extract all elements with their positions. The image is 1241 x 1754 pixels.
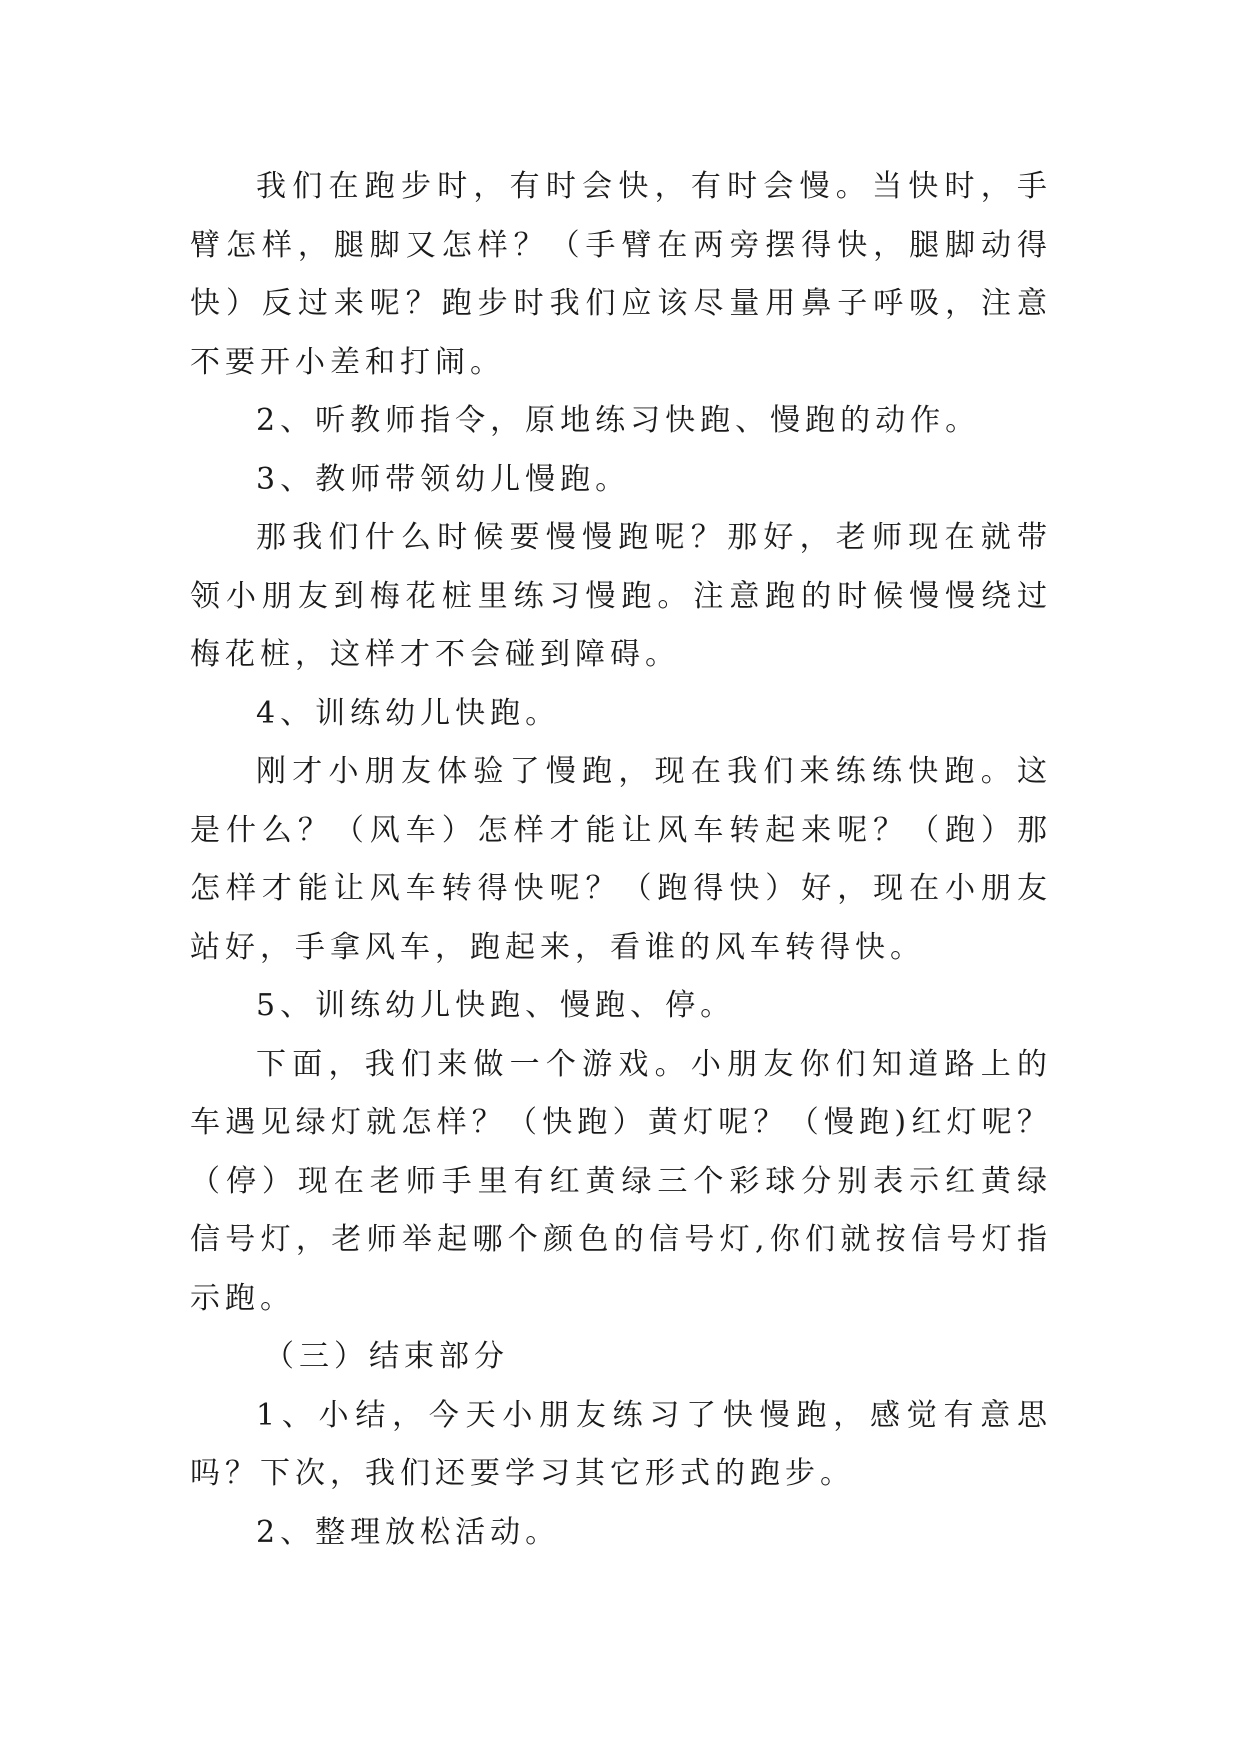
paragraph-step-3-slow-run: 3、教师带领幼儿慢跑。 <box>256 461 631 497</box>
paragraph-summary: 1、小结，今天小朋友练习了快慢跑，感觉有意思吗？下次，我们还要学习其它形式的跑步。 <box>190 1397 1052 1491</box>
document-body <box>190 158 1052 1562</box>
paragraph-traffic-light-game: 下面，我们来做一个游戏。小朋友你们知道路上的车遇见绿灯就怎样？（快跑）黄灯呢？（慢跑)红灯呢？（停）现在老师手里有红黄绿三个彩球分别表示红黄绿信号灯，老师举起哪个颜色的信号灯,你们就按信号灯指示跑。 <box>190 1046 1052 1316</box>
paragraph-cool-down: 2、整理放松活动。 <box>256 1514 561 1550</box>
paragraph-step-2-listen-instructions: 2、听教师指令，原地练习快跑、慢跑的动作。 <box>256 403 981 438</box>
paragraph-step-4-fast-run: 4、训练幼儿快跑。 <box>256 695 561 731</box>
paragraph-pinwheel-fast-run: 刚才小朋友体验了慢跑，现在我们来练练快跑。这是什么？（风车）怎样才能让风车转起来呢？（跑）那怎样才能让风车转得快呢？（跑得快）好，现在小朋友站好，手拿风车，跑起来，看谁的风车转得快。 <box>190 754 1052 965</box>
paragraph-plum-stakes-slow-run: 那我们什么时候要慢慢跑呢？那好，老师现在就带领小朋友到梅花桩里练习慢跑。注意跑的时候慢慢绕过梅花桩，这样才不会碰到障碍。 <box>190 520 1052 672</box>
paragraph-running-speed-intro: 我们在跑步时，有时会快，有时会慢。当快时，手臂怎样，腿脚又怎样？（手臂在两旁摆得快，腿脚动得快）反过来呢？跑步时我们应该尽量用鼻子呼吸，注意不要开小差和打闹。 <box>190 169 1052 380</box>
section-heading-conclusion: （三）结束部分 <box>264 1339 509 1374</box>
paragraph-step-5-fast-slow-stop: 5、训练幼儿快跑、慢跑、停。 <box>256 988 736 1023</box>
